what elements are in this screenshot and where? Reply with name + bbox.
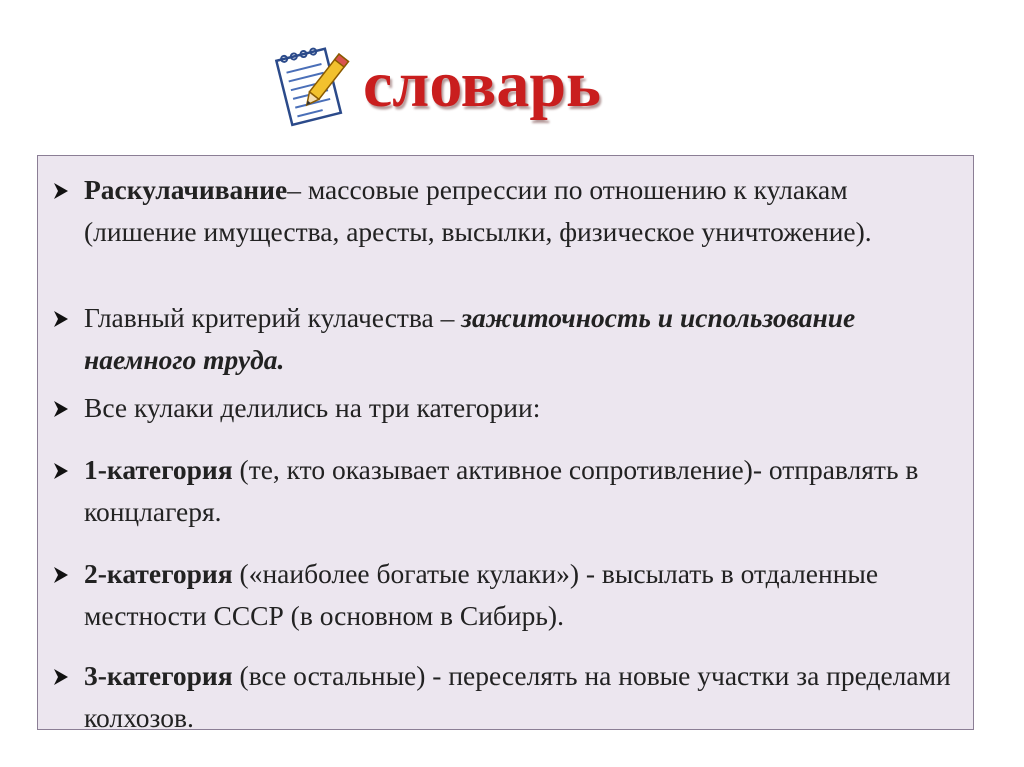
list-item [52,449,957,533]
category-description: («наиболее богатые кулаки») - высылать в отдаленные местности СССР (в основном в Сибирь). [84,558,879,631]
category-label: 3-категория [84,660,233,691]
slide-header [270,35,690,135]
emphasis-text: зажиточность и использование наемного труда. [84,302,856,375]
arrow-bullet-icon [52,449,78,491]
arrow-bullet-icon [52,169,78,211]
list-item-text [84,387,957,429]
category-label: 1-категория [84,454,233,485]
list-item-text [84,297,957,381]
arrow-bullet-icon [52,387,78,429]
list-item-text [84,449,957,533]
list-item [52,169,957,253]
list-item-text [84,655,957,739]
arrow-bullet-icon [52,297,78,339]
list-item-text [84,553,957,637]
list-item [52,297,957,381]
item-text: Главный критерий кулачества – [84,302,462,333]
list-item [52,387,957,429]
arrow-bullet-icon [52,655,78,697]
list-item [52,553,957,637]
category-label: 2-категория [84,558,233,589]
item-text: Все кулаки делились на три категории: [84,392,541,423]
slide-title: словарь [363,48,601,121]
arrow-bullet-icon [52,553,78,595]
list-item [52,655,957,739]
category-description: (все остальные) - переселять на новые участки за пределами колхозов. [84,660,951,733]
vocabulary-panel [37,155,974,733]
term-definition: – массовые репрессии по отношению к кулакам (лишение имущества, аресты, высылки, физическое уничтожение). [84,174,872,247]
notepad-pencil-icon [272,43,352,129]
category-description: (те, кто оказывает активное сопротивление)- отправлять в концлагеря. [84,454,919,527]
term-label: Раскулачивание [84,174,288,205]
list-item-text [84,169,957,253]
